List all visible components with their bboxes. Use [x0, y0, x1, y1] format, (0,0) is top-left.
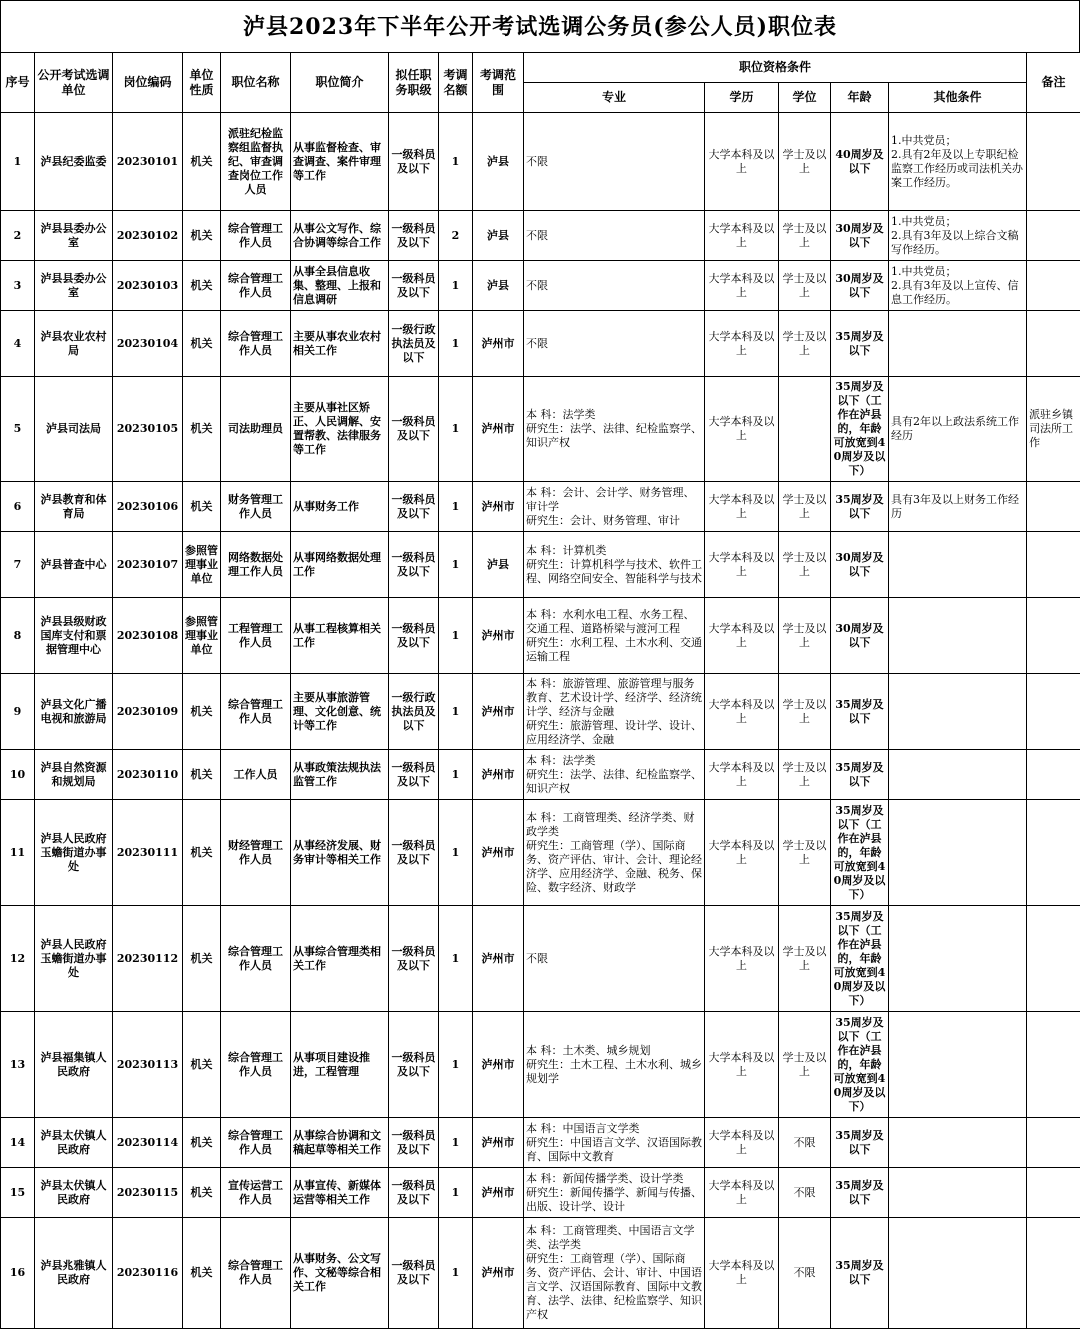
cell-nature: 机关 [183, 211, 221, 261]
cell-remark [1027, 261, 1080, 311]
cell-level: 一级科员及以下 [389, 1218, 439, 1329]
cell-code: 20230112 [113, 906, 183, 1012]
cell-scope: 泸州市 [473, 800, 524, 906]
cell-position: 派驻纪检监察组监督执纪、审查调查岗位工作人员 [221, 113, 291, 211]
table-row-2 [1, 211, 1080, 261]
cell-position: 综合管理工作人员 [221, 311, 291, 377]
cell-level: 一级科员及以下 [389, 800, 439, 906]
cell-degree: 不限 [779, 1168, 831, 1218]
cell-intro: 从事政策法规执法监管工作 [291, 750, 389, 800]
table-row-4 [1, 311, 1080, 377]
cell-position: 综合管理工作人员 [221, 1118, 291, 1168]
cell-other [889, 532, 1027, 598]
cell-major: 本 科：土木类、城乡规划 研究生：土木工程、土木水利、城乡规划学 [524, 1012, 705, 1118]
cell-education: 大学本科及以上 [705, 211, 779, 261]
header-other: 其他条件 [889, 83, 1027, 113]
cell-major: 不限 [524, 311, 705, 377]
cell-code: 20230111 [113, 800, 183, 906]
cell-seq: 13 [1, 1012, 35, 1118]
cell-age: 35周岁及以下（工作在泸县的，年龄可放宽到40周岁及以下） [831, 800, 889, 906]
cell-age: 35周岁及以下 [831, 1218, 889, 1329]
cell-quota: 1 [439, 800, 473, 906]
cell-degree: 学士及以上 [779, 674, 831, 750]
cell-code: 20230113 [113, 1012, 183, 1118]
cell-education: 大学本科及以上 [705, 674, 779, 750]
cell-level: 一级科员及以下 [389, 211, 439, 261]
cell-age: 40周岁及以下 [831, 113, 889, 211]
cell-scope: 泸州市 [473, 598, 524, 674]
cell-education: 大学本科及以上 [705, 1118, 779, 1168]
cell-age: 30周岁及以下 [831, 261, 889, 311]
cell-remark [1027, 598, 1080, 674]
cell-major: 本 科：计算机类 研究生：计算机科学与技术、软件工程、网络空间安全、智能科学与技术 [524, 532, 705, 598]
cell-nature: 机关 [183, 311, 221, 377]
cell-education: 大学本科及以上 [705, 1218, 779, 1329]
cell-intro: 主要从事社区矫正、人民调解、安置帮教、法律服务等工作 [291, 377, 389, 482]
cell-quota: 1 [439, 674, 473, 750]
cell-major: 本 科：旅游管理、旅游管理与服务教育、艺术设计学、经济学、经济统计学、经济与金融 研究生：旅游管理、设计学、设计、应用经济学、金融 [524, 674, 705, 750]
cell-scope: 泸县 [473, 532, 524, 598]
cell-education: 大学本科及以上 [705, 1168, 779, 1218]
cell-code: 20230104 [113, 311, 183, 377]
cell-remark [1027, 750, 1080, 800]
cell-position: 综合管理工作人员 [221, 906, 291, 1012]
cell-degree: 学士及以上 [779, 211, 831, 261]
cell-code: 20230105 [113, 377, 183, 482]
header-seq: 序号 [1, 53, 35, 113]
cell-quota: 1 [439, 532, 473, 598]
cell-nature: 机关 [183, 113, 221, 211]
cell-unit: 泸县太伏镇人民政府 [35, 1118, 113, 1168]
cell-unit: 泸县县委办公室 [35, 261, 113, 311]
cell-position: 工作人员 [221, 750, 291, 800]
cell-education: 大学本科及以上 [705, 1012, 779, 1118]
cell-other [889, 674, 1027, 750]
cell-education: 大学本科及以上 [705, 482, 779, 532]
cell-remark [1027, 482, 1080, 532]
cell-level: 一级科员及以下 [389, 113, 439, 211]
cell-level: 一级科员及以下 [389, 532, 439, 598]
cell-code: 20230116 [113, 1218, 183, 1329]
cell-intro: 从事项目建设推进，工程管理 [291, 1012, 389, 1118]
cell-intro: 从事综合管理类相关工作 [291, 906, 389, 1012]
cell-seq: 8 [1, 598, 35, 674]
cell-scope: 泸县 [473, 113, 524, 211]
table-row-1 [1, 113, 1080, 211]
cell-intro: 从事财务、公文写作、文秘等综合相关工作 [291, 1218, 389, 1329]
cell-intro: 主要从事旅游管理、文化创意、统计等工作 [291, 674, 389, 750]
cell-major: 本 科：工商管理类、中国语言文学类、法学类 研究生：工商管理（学）、国际商务、资产评估、会计、审计、中国语言文学、汉语国际教育、国际中文教育、法学、法律、纪检监察学、知识产权 [524, 1218, 705, 1329]
cell-seq: 16 [1, 1218, 35, 1329]
header-level: 拟任职务职级 [389, 53, 439, 113]
cell-position: 综合管理工作人员 [221, 261, 291, 311]
cell-quota: 1 [439, 377, 473, 482]
cell-quota: 1 [439, 598, 473, 674]
cell-other [889, 1012, 1027, 1118]
cell-level: 一级科员及以下 [389, 906, 439, 1012]
cell-level: 一级科员及以下 [389, 750, 439, 800]
cell-unit: 泸县人民政府玉蟾街道办事处 [35, 800, 113, 906]
cell-code: 20230110 [113, 750, 183, 800]
cell-other [889, 750, 1027, 800]
cell-unit: 泸县文化广播电视和旅游局 [35, 674, 113, 750]
cell-position: 综合管理工作人员 [221, 211, 291, 261]
cell-education: 大学本科及以上 [705, 800, 779, 906]
cell-code: 20230101 [113, 113, 183, 211]
cell-age: 35周岁及以下（工作在泸县的，年龄可放宽到40周岁及以下） [831, 377, 889, 482]
cell-quota: 1 [439, 1012, 473, 1118]
cell-major: 本 科：水利水电工程、水务工程、交通工程、道路桥梁与渡河工程 研究生：水利工程、土木水利、交通运输工程 [524, 598, 705, 674]
cell-scope: 泸县 [473, 211, 524, 261]
cell-degree: 学士及以上 [779, 906, 831, 1012]
cell-nature: 参照管理事业单位 [183, 532, 221, 598]
cell-education: 大学本科及以上 [705, 532, 779, 598]
cell-seq: 6 [1, 482, 35, 532]
header-unit: 公开考试选调单位 [35, 53, 113, 113]
cell-unit: 泸县普查中心 [35, 532, 113, 598]
cell-level: 一级行政执法员及以下 [389, 674, 439, 750]
cell-position: 司法助理员 [221, 377, 291, 482]
cell-scope: 泸州市 [473, 311, 524, 377]
cell-position: 综合管理工作人员 [221, 1012, 291, 1118]
cell-position: 网络数据处理工作人员 [221, 532, 291, 598]
cell-nature: 机关 [183, 1012, 221, 1118]
cell-education: 大学本科及以上 [705, 261, 779, 311]
header-age: 年龄 [831, 83, 889, 113]
cell-remark [1027, 211, 1080, 261]
table-row-16 [1, 1218, 1080, 1329]
cell-remark [1027, 1012, 1080, 1118]
cell-intro: 从事综合协调和文稿起草等相关工作 [291, 1118, 389, 1168]
cell-other [889, 598, 1027, 674]
cell-seq: 9 [1, 674, 35, 750]
cell-degree: 学士及以上 [779, 532, 831, 598]
cell-remark [1027, 1168, 1080, 1218]
cell-scope: 泸州市 [473, 1218, 524, 1329]
cell-degree: 学士及以上 [779, 482, 831, 532]
cell-position: 综合管理工作人员 [221, 674, 291, 750]
cell-other [889, 800, 1027, 906]
cell-education: 大学本科及以上 [705, 311, 779, 377]
cell-age: 30周岁及以下 [831, 211, 889, 261]
cell-scope: 泸州市 [473, 906, 524, 1012]
cell-major: 不限 [524, 211, 705, 261]
cell-scope: 泸县 [473, 261, 524, 311]
cell-scope: 泸州市 [473, 482, 524, 532]
cell-intro: 从事工程核算相关工作 [291, 598, 389, 674]
cell-major: 本 科：工商管理类、经济学类、财政学类 研究生：工商管理（学）、国际商务、资产评估、审计、会计、理论经济学、应用经济学、金融、税务、保险、数字经济、财政学 [524, 800, 705, 906]
cell-degree: 学士及以上 [779, 311, 831, 377]
cell-degree: 学士及以上 [779, 750, 831, 800]
cell-nature: 机关 [183, 674, 221, 750]
cell-other [889, 1118, 1027, 1168]
cell-major: 本 科：法学类 研究生：法学、法律、纪检监察学、知识产权 [524, 750, 705, 800]
header-position: 职位名称 [221, 53, 291, 113]
cell-seq: 15 [1, 1168, 35, 1218]
cell-education: 大学本科及以上 [705, 750, 779, 800]
page-title: 泸县2023年下半年公开考试选调公务员(参公人员)职位表 [0, 0, 1080, 52]
cell-education: 大学本科及以上 [705, 906, 779, 1012]
cell-age: 35周岁及以下 [831, 311, 889, 377]
cell-code: 20230115 [113, 1168, 183, 1218]
cell-scope: 泸州市 [473, 377, 524, 482]
cell-intro: 从事公文写作、综合协调等综合工作 [291, 211, 389, 261]
cell-scope: 泸州市 [473, 1118, 524, 1168]
cell-position: 综合管理工作人员 [221, 1218, 291, 1329]
cell-unit: 泸县福集镇人民政府 [35, 1012, 113, 1118]
cell-nature: 机关 [183, 906, 221, 1012]
cell-unit: 泸县太伏镇人民政府 [35, 1168, 113, 1218]
cell-major: 本 科：法学类 研究生：法学、法律、纪检监察学、知识产权 [524, 377, 705, 482]
table-row-6 [1, 482, 1080, 532]
table-row-11 [1, 800, 1080, 906]
cell-remark [1027, 1118, 1080, 1168]
table-header [1, 53, 1080, 113]
table-row-14 [1, 1118, 1080, 1168]
cell-seq: 1 [1, 113, 35, 211]
cell-other [889, 1218, 1027, 1329]
cell-quota: 1 [439, 261, 473, 311]
cell-unit: 泸县人民政府玉蟾街道办事处 [35, 906, 113, 1012]
cell-age: 35周岁及以下（工作在泸县的，年龄可放宽到40周岁及以下） [831, 1012, 889, 1118]
cell-age: 35周岁及以下 [831, 750, 889, 800]
cell-code: 20230109 [113, 674, 183, 750]
header-qualification-group: 职位资格条件 [524, 53, 1027, 83]
cell-age: 35周岁及以下 [831, 674, 889, 750]
cell-scope: 泸州市 [473, 674, 524, 750]
cell-remark [1027, 113, 1080, 211]
cell-position: 财经管理工作人员 [221, 800, 291, 906]
header-quota: 考调名额 [439, 53, 473, 113]
cell-nature: 机关 [183, 800, 221, 906]
cell-seq: 2 [1, 211, 35, 261]
cell-education: 大学本科及以上 [705, 377, 779, 482]
cell-education: 大学本科及以上 [705, 113, 779, 211]
cell-intro: 从事经济发展、财务审计等相关工作 [291, 800, 389, 906]
cell-level: 一级科员及以下 [389, 377, 439, 482]
cell-level: 一级科员及以下 [389, 261, 439, 311]
cell-major: 不限 [524, 261, 705, 311]
cell-major: 不限 [524, 906, 705, 1012]
cell-age: 35周岁及以下 [831, 1168, 889, 1218]
header-scope: 考调范围 [473, 53, 524, 113]
position-table [0, 52, 1080, 1329]
table-row-8 [1, 598, 1080, 674]
cell-degree [779, 377, 831, 482]
cell-intro: 从事监督检查、审查调查、案件审理等工作 [291, 113, 389, 211]
cell-code: 20230106 [113, 482, 183, 532]
cell-remark [1027, 674, 1080, 750]
cell-major: 本 科：中国语言文学类 研究生：中国语言文学、汉语国际教育、国际中文教育 [524, 1118, 705, 1168]
cell-quota: 1 [439, 1218, 473, 1329]
cell-other: 1.中共党员； 2.具有2年及以上专职纪检监察工作经历或司法机关办案工作经历。 [889, 113, 1027, 211]
cell-education: 大学本科及以上 [705, 598, 779, 674]
cell-unit: 泸县司法局 [35, 377, 113, 482]
cell-remark [1027, 906, 1080, 1012]
cell-remark [1027, 800, 1080, 906]
cell-position: 宣传运营工作人员 [221, 1168, 291, 1218]
cell-unit: 泸县兆雅镇人民政府 [35, 1218, 113, 1329]
cell-other: 具有3年及以上财务工作经历 [889, 482, 1027, 532]
table-row-12 [1, 906, 1080, 1012]
cell-nature: 机关 [183, 1168, 221, 1218]
cell-position: 工程管理工作人员 [221, 598, 291, 674]
cell-other: 1.中共党员； 2.具有3年及以上宣传、信息工作经历。 [889, 261, 1027, 311]
cell-quota: 1 [439, 113, 473, 211]
cell-quota: 1 [439, 906, 473, 1012]
cell-age: 35周岁及以下 [831, 1118, 889, 1168]
header-nature: 单位性质 [183, 53, 221, 113]
cell-age: 30周岁及以下 [831, 532, 889, 598]
cell-intro: 主要从事农业农村相关工作 [291, 311, 389, 377]
cell-level: 一级科员及以下 [389, 1012, 439, 1118]
cell-degree: 不限 [779, 1218, 831, 1329]
cell-scope: 泸州市 [473, 750, 524, 800]
cell-degree: 不限 [779, 1118, 831, 1168]
cell-unit: 泸县县级财政国库支付和票据管理中心 [35, 598, 113, 674]
cell-unit: 泸县县委办公室 [35, 211, 113, 261]
cell-seq: 12 [1, 906, 35, 1012]
cell-age: 30周岁及以下 [831, 598, 889, 674]
cell-level: 一级科员及以下 [389, 482, 439, 532]
cell-unit: 泸县农业农村局 [35, 311, 113, 377]
cell-code: 20230102 [113, 211, 183, 261]
cell-scope: 泸州市 [473, 1168, 524, 1218]
cell-seq: 5 [1, 377, 35, 482]
table-row-15 [1, 1168, 1080, 1218]
table-row-9 [1, 674, 1080, 750]
cell-level: 一级科员及以下 [389, 598, 439, 674]
cell-unit: 泸县纪委监委 [35, 113, 113, 211]
header-remark: 备注 [1027, 53, 1080, 113]
cell-code: 20230103 [113, 261, 183, 311]
cell-intro: 从事网络数据处理工作 [291, 532, 389, 598]
cell-level: 一级科员及以下 [389, 1118, 439, 1168]
table-row-13 [1, 1012, 1080, 1118]
cell-level: 一级行政执法员及以下 [389, 311, 439, 377]
cell-unit: 泸县自然资源和规划局 [35, 750, 113, 800]
cell-age: 35周岁及以下（工作在泸县的，年龄可放宽到40周岁及以下） [831, 906, 889, 1012]
cell-degree: 学士及以上 [779, 598, 831, 674]
table-row-5 [1, 377, 1080, 482]
cell-nature: 机关 [183, 261, 221, 311]
table-row-10 [1, 750, 1080, 800]
cell-scope: 泸州市 [473, 1012, 524, 1118]
cell-remark [1027, 532, 1080, 598]
cell-quota: 2 [439, 211, 473, 261]
cell-seq: 11 [1, 800, 35, 906]
cell-intro: 从事全县信息收集、整理、上报和信息调研 [291, 261, 389, 311]
cell-quota: 1 [439, 311, 473, 377]
cell-quota: 1 [439, 1118, 473, 1168]
cell-nature: 机关 [183, 1118, 221, 1168]
cell-degree: 学士及以上 [779, 1012, 831, 1118]
cell-quota: 1 [439, 1168, 473, 1218]
cell-remark [1027, 1218, 1080, 1329]
cell-intro: 从事财务工作 [291, 482, 389, 532]
cell-remark [1027, 311, 1080, 377]
cell-other: 具有2年以上政法系统工作经历 [889, 377, 1027, 482]
cell-other [889, 311, 1027, 377]
cell-seq: 10 [1, 750, 35, 800]
cell-nature: 机关 [183, 1218, 221, 1329]
header-degree: 学位 [779, 83, 831, 113]
header-education: 学历 [705, 83, 779, 113]
cell-code: 20230108 [113, 598, 183, 674]
cell-code: 20230114 [113, 1118, 183, 1168]
cell-age: 35周岁及以下 [831, 482, 889, 532]
header-major: 专业 [524, 83, 705, 113]
cell-position: 财务管理工作人员 [221, 482, 291, 532]
cell-intro: 从事宣传、新媒体运营等相关工作 [291, 1168, 389, 1218]
cell-unit: 泸县教育和体育局 [35, 482, 113, 532]
cell-level: 一级科员及以下 [389, 1168, 439, 1218]
cell-major: 不限 [524, 113, 705, 211]
cell-seq: 7 [1, 532, 35, 598]
cell-other [889, 906, 1027, 1012]
cell-other [889, 1168, 1027, 1218]
cell-degree: 学士及以上 [779, 800, 831, 906]
cell-nature: 参照管理事业单位 [183, 598, 221, 674]
cell-quota: 1 [439, 482, 473, 532]
table-row-3 [1, 261, 1080, 311]
table-row-7 [1, 532, 1080, 598]
cell-major: 本 科：会计、会计学、财务管理、审计学 研究生：会计、财务管理、审计 [524, 482, 705, 532]
cell-nature: 机关 [183, 377, 221, 482]
table-body [1, 113, 1080, 1329]
header-code: 岗位编码 [113, 53, 183, 113]
cell-nature: 机关 [183, 482, 221, 532]
cell-quota: 1 [439, 750, 473, 800]
cell-degree: 学士及以上 [779, 113, 831, 211]
cell-major: 本 科：新闻传播学类、设计学类 研究生：新闻传播学、新闻与传播、出版、设计学、设计 [524, 1168, 705, 1218]
cell-degree: 学士及以上 [779, 261, 831, 311]
cell-seq: 3 [1, 261, 35, 311]
cell-other: 1.中共党员； 2.具有3年及以上综合文稿写作经历。 [889, 211, 1027, 261]
cell-remark: 派驻乡镇司法所工作 [1027, 377, 1080, 482]
header-intro: 职位简介 [291, 53, 389, 113]
cell-nature: 机关 [183, 750, 221, 800]
cell-seq: 4 [1, 311, 35, 377]
cell-seq: 14 [1, 1118, 35, 1168]
cell-code: 20230107 [113, 532, 183, 598]
